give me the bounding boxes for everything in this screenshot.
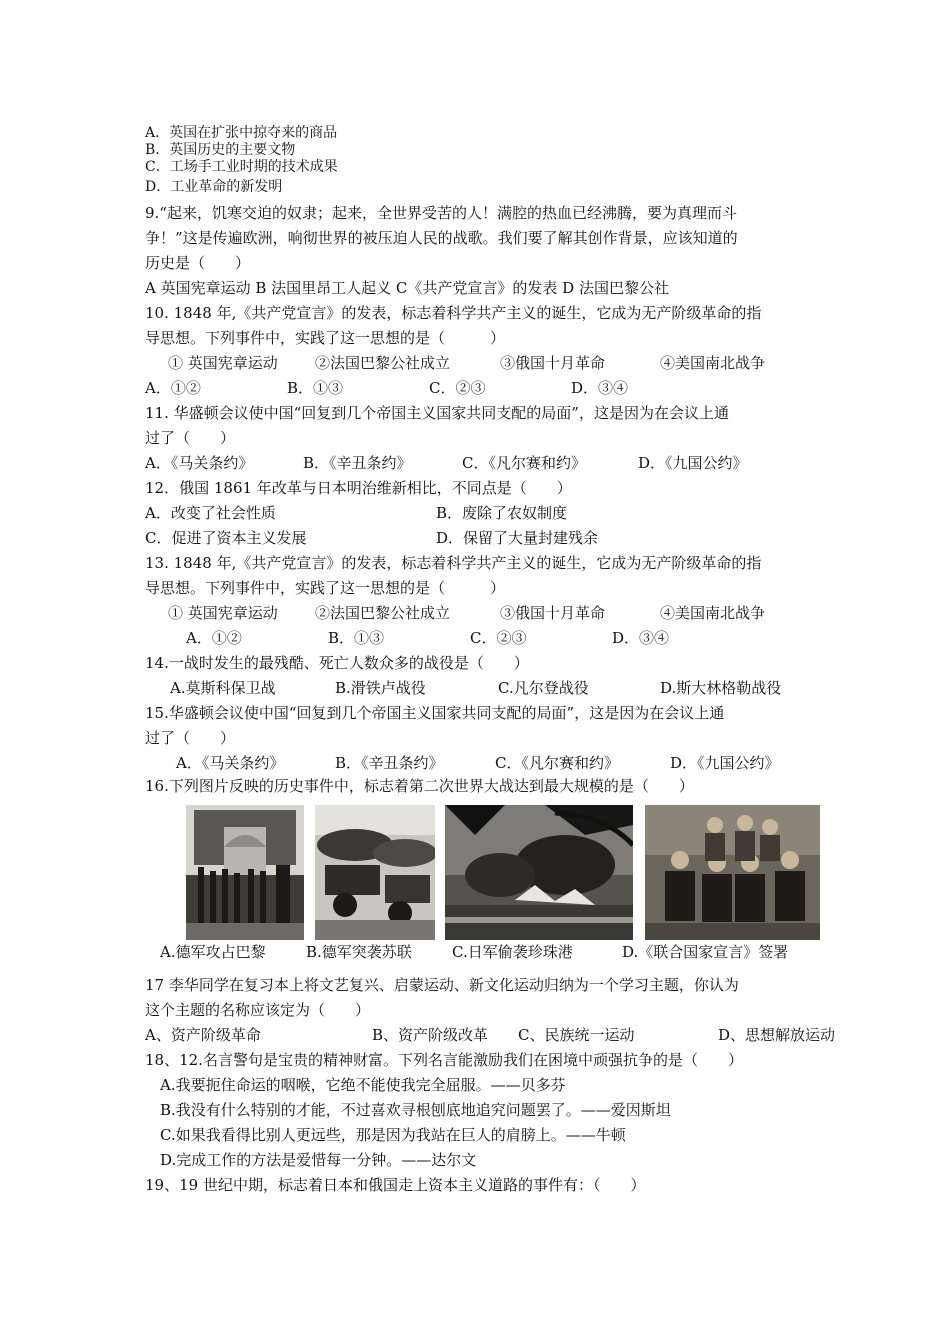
q18-option-c: C.如果我看得比别人更远些，那是因为我站在巨人的肩膀上。——牛顿 xyxy=(160,1126,626,1144)
q11-stem-line-1: 11. 华盛顿会议使中国“回复到几个帝国主义国家共同支配的局面”，这是因为在会议上通 xyxy=(145,404,729,422)
q14-option-d: D.斯大林格勒战役 xyxy=(660,679,782,697)
q13-option-d: D．③④ xyxy=(612,629,670,647)
q10-stem-line-1: 10. 1848 年,《共产党宣言》的发表，标志着科学共产主义的诞生，它成为无产阶级革命的指 xyxy=(145,304,762,322)
q9-stem-line-2: 争！”这是传遍欧洲，响彻世界的被压迫人民的战歌。我们要了解其创作背景，应该知道的 xyxy=(145,229,738,247)
q13-stem-line-1: 13. 1848 年,《共产党宣言》的发表，标志着科学共产主义的诞生，它成为无产阶级革命的指 xyxy=(145,554,762,572)
photo-united-nations-declaration xyxy=(645,805,820,940)
q10-option-c: C．②③ xyxy=(429,379,486,397)
q17-stem-line-1: 17 李华同学在复习本上将文艺复兴、启蒙运动、新文化运动归纳为一个学习主题，你认为 xyxy=(145,976,739,994)
q14-stem: 14.一战时发生的最残酷、死亡人数众多的战役是（ ） xyxy=(145,654,529,672)
q15-option-d: D．《九国公约》 xyxy=(670,754,780,772)
q15-stem-line-1: 15.华盛顿会议使中国“回复到几个帝国主义国家共同支配的局面”，这是因为在会议上通 xyxy=(145,704,725,722)
q13-stem-line-2: 导思想。下列事件中，实践了这一思想的是（ ） xyxy=(145,579,506,597)
q18-option-a: A.我要扼住命运的咽喉，它绝不能使我完全屈服。——贝多芬 xyxy=(160,1076,566,1094)
q15-option-b: B．《辛丑条约》 xyxy=(335,754,444,772)
q18-option-b: B.我没有什么特别的才能，不过喜欢寻根刨底地追究问题罢了。——爱因斯坦 xyxy=(160,1101,671,1119)
q10-item-2: ②法国巴黎公社成立 xyxy=(315,354,451,372)
q8-option-a: A．英国在扩张中掠夺来的商品 xyxy=(145,125,338,141)
q13-item-3: ③俄国十月革命 xyxy=(500,604,606,622)
q10-stem-line-2: 导思想。下列事件中，实践了这一思想的是（ ） xyxy=(145,329,506,347)
q14-option-a: A.莫斯科保卫战 xyxy=(170,679,276,697)
photo-pearl-harbor xyxy=(445,805,633,940)
q11-option-c: C．《凡尔赛和约》 xyxy=(462,454,586,472)
q18-option-d: D.完成工作的方法是爱惜每一分钟。——达尔文 xyxy=(160,1151,477,1169)
q14-option-c: C.凡尔登战役 xyxy=(498,679,589,697)
q13-item-1: ① 英国宪章运动 xyxy=(168,604,278,622)
q8-option-b: B．英国历史的主要文物 xyxy=(145,142,296,158)
photo-caption-b: B.德军突袭苏联 xyxy=(306,943,412,961)
q12-option-d: D．保留了大量封建残余 xyxy=(436,529,599,547)
q15-option-a: A．《马关条约》 xyxy=(176,754,285,772)
q15-option-c: C．《凡尔赛和约》 xyxy=(495,754,619,772)
q11-option-b: B．《辛丑条约》 xyxy=(303,454,412,472)
q12-option-a: A．改变了社会性质 xyxy=(145,504,276,522)
q12-stem: 12．俄国 1861 年改革与日本明治维新相比，不同点是（ ） xyxy=(145,479,572,497)
q10-item-1: ① 英国宪章运动 xyxy=(168,354,278,372)
q8-option-c: C．工场手工业时期的技术成果 xyxy=(145,159,338,175)
q13-item-4: ④美国南北战争 xyxy=(660,604,766,622)
q14-option-b: B.滑铁卢战役 xyxy=(335,679,426,697)
q9-stem-line-1: 9.“起来，饥寒交迫的奴隶；起来，全世界受苦的人！满腔的热血已经沸腾，要为真理而斗 xyxy=(145,204,737,222)
q10-item-4: ④美国南北战争 xyxy=(660,354,766,372)
q17-option-b: B、资产阶级改革 xyxy=(372,1026,489,1044)
q15-stem-line-2: 过了（ ） xyxy=(145,729,236,747)
photo-germans-capture-paris xyxy=(186,805,304,940)
q17-option-d: D、思想解放运动 xyxy=(718,1026,836,1044)
q19-stem: 19、19 世纪中期，标志着日本和俄国走上资本主义道路的事件有：（ ） xyxy=(145,1176,646,1194)
q17-option-a: A、资产阶级革命 xyxy=(145,1026,261,1044)
photo-germans-attack-soviet xyxy=(315,805,435,940)
q10-option-b: B．①③ xyxy=(287,379,344,397)
q13-option-a: A．①② xyxy=(186,629,242,647)
q17-option-c: C、民族统一运动 xyxy=(518,1026,635,1044)
q18-stem: 18、12.名言警句是宝贵的精神财富。下列名言能激励我们在困境中顽强抗争的是（ ） xyxy=(145,1051,743,1069)
q9-stem-line-3: 历史是（ ） xyxy=(145,254,251,272)
q10-item-3: ③俄国十月革命 xyxy=(500,354,606,372)
q11-option-d: D．《九国公约》 xyxy=(638,454,748,472)
photo-caption-a: A.德军攻占巴黎 xyxy=(160,943,266,961)
q9-options: A 英国宪章运动 B 法国里昂工人起义 C《共产党宣言》的发表 D 法国巴黎公社 xyxy=(145,279,669,297)
q8-option-d: D．工业革命的新发明 xyxy=(145,179,283,195)
q17-stem-line-2: 这个主题的名称应该定为（ ） xyxy=(145,1001,371,1019)
q10-option-a: A．①② xyxy=(145,379,201,397)
q10-option-d: D．③④ xyxy=(571,379,629,397)
q11-stem-line-2: 过了（ ） xyxy=(145,429,236,447)
q11-option-a: A．《马关条约》 xyxy=(145,454,254,472)
photo-caption-d: D.《联合国家宣言》签署 xyxy=(622,943,789,961)
q13-option-b: B．①③ xyxy=(328,629,385,647)
q13-item-2: ②法国巴黎公社成立 xyxy=(315,604,451,622)
q12-option-c: C．促进了资本主义发展 xyxy=(145,529,307,547)
q16-stem: 16.下列图片反映的历史事件中，标志着第二次世界大战达到最大规模的是（ ） xyxy=(145,777,694,795)
photo-caption-c: C.日军偷袭珍珠港 xyxy=(452,943,573,961)
q13-option-c: C．②③ xyxy=(470,629,527,647)
q12-option-b: B．废除了农奴制度 xyxy=(436,504,568,522)
